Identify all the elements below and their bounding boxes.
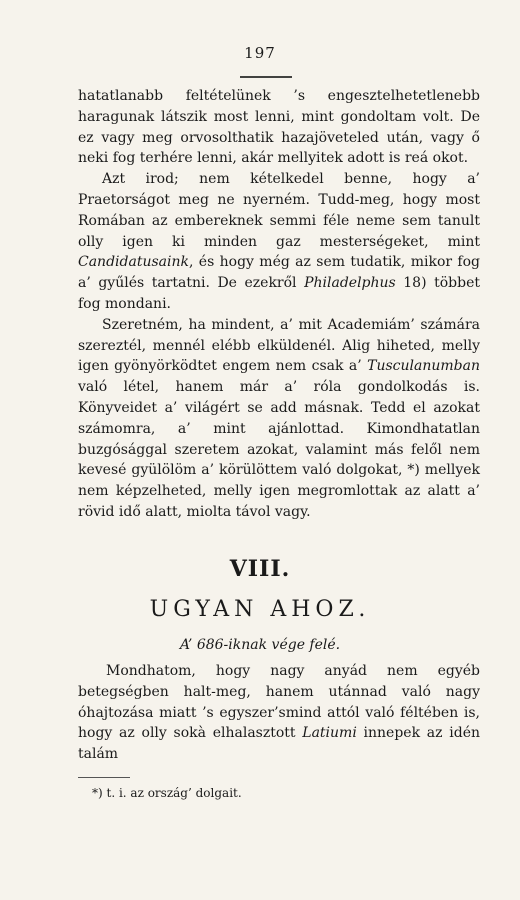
italic-text: Tusculanumban bbox=[367, 358, 480, 375]
italic-text: Philadelphus bbox=[304, 275, 396, 292]
footnote-rule bbox=[78, 777, 130, 778]
paragraph-text: , és hogy még az sem tudatik, mikor fog a’ gyűlés tartatni. De ezekről bbox=[78, 254, 480, 292]
letter-text bbox=[78, 661, 480, 765]
letter-date-prefix: A’ 686- bbox=[179, 637, 229, 653]
letter-text-italic: Latiumi bbox=[302, 725, 357, 742]
chapter-title: UGYAN AHOZ. bbox=[149, 597, 371, 622]
body-paragraph bbox=[78, 169, 480, 315]
paragraph-text: Azt irod; nem kételkedel benne, hogy a’ Praetorságot meg ne nyerném. Tudd-meg, hogy most Romában az embereknek semmi féle neme sem tanult olly igen ki minden gaz mesterségeket, mint bbox=[78, 171, 480, 250]
letter-paragraph bbox=[78, 661, 480, 765]
letter-text-part: Mondhatom, hogy nagy anyád nem egyéb betegségben halt-meg, hanem utánnad való nagy óhajtozása miatt ’s egyszer’smind attól való féltében is, hogy az olly sokà elhalasztott bbox=[78, 663, 480, 742]
chapter-number: VIII. bbox=[229, 556, 291, 582]
letter-text-tail: innepek az idén talám bbox=[78, 725, 481, 763]
body-text bbox=[78, 86, 480, 523]
paragraph-text: hatatlanabb feltételünek ’s engesztelhetetlenebb haragunak látszik most lenni, mint gondoltam volt. De ez vagy meg orvosolthatik hazajöveteled után, vagy ő neki fog terhére lenni, akár mellyitek adott is reá okot. bbox=[78, 88, 480, 167]
header-rule bbox=[240, 76, 292, 78]
italic-text: Candidatusaink bbox=[78, 254, 189, 271]
page-number: 197 bbox=[244, 44, 276, 62]
body-paragraph bbox=[78, 86, 480, 169]
paragraph-text: Szeretném, ha mindent, a’ mit Academiám’ számára szereztél, mennél elébb elküldenél. Alig hiheted, melly igen gyönyörködtet engem nem csak a’ bbox=[78, 316, 480, 375]
body-paragraph bbox=[78, 315, 480, 523]
paragraph-text: 18) többet fog mondani. bbox=[78, 275, 480, 312]
footnote: *) t. i. az ország’ dolgait. bbox=[92, 786, 242, 800]
letter-date-italic: iknak vége felé. bbox=[228, 637, 341, 653]
paragraph-text: való létel, hanem már a’ róla gondolkodás is. Könyveidet a’ világért se add másnak. Tedd el azokat számomra, a’ mint ajánlottad. Kimondhatatlan buzgósággal szeretem azokat, valamint más felől nem kevesé gyülölöm a’ körülöttem való dolgokat, *) mellyek nem képzelheted, melly igen megromlottak az alatt a’ rövid idő alatt, miolta távol vagy. bbox=[78, 379, 480, 520]
letter-date bbox=[0, 637, 520, 653]
